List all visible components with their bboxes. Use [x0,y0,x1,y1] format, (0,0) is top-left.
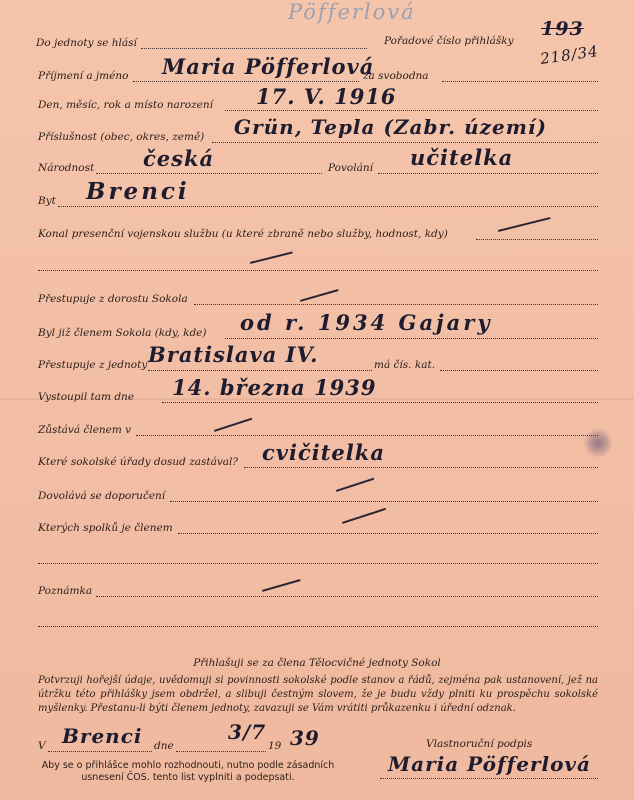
cis-kat-label: má čís. kat. [374,359,436,371]
prestupuje-value: Bratislava IV. [148,342,319,367]
sluzba-label: Konal presenční vojenskou službu (u které zbraně nebo služby, hodnost, kdy) [38,228,448,240]
doporuceni-line [170,501,598,502]
prijmeni-line [133,81,359,82]
footer-note: Aby se o přihlášce mohlo rozhodnouti, nutno podle zásadních usnesení ČOS. tento list vyplniti a podepsati. [41,760,335,783]
vystoupil-value: 14. března 1939 [172,375,377,400]
spolky-label: Kterých spolků je členem [38,522,173,534]
jednota-line [141,48,367,49]
year-prefix: 19 [268,740,282,752]
zustava-line [136,435,598,436]
prislusnost-value: Grün, Tepla (Zabr. území) [234,115,547,139]
place-label: V [38,740,46,752]
year-value: 39 [290,726,320,750]
poznamka-line-2 [38,626,598,627]
sluzba-line-2 [38,270,598,271]
prijmeni-value: Maria Pöfferlová [162,54,375,79]
povolani-label: Povolání [328,162,373,174]
jednota-label: Do jednoty se hlásí [36,37,137,49]
poznamka-line [96,596,598,597]
zustava-dash [214,418,253,432]
prislusnost-label: Příslušnost (obec, okres, země) [38,131,205,143]
sluzba-dash-2 [250,251,293,263]
poradove-label: Pořadové číslo přihlášky [384,35,514,47]
podpis-line [380,778,598,779]
povolani-line [378,173,598,174]
narozeni-label: Den, měsíc, rok a místo narození [38,99,213,111]
prijmeni-label: Příjmení a jméno [38,70,129,82]
narozeni-value: 17. V. 1916 [256,84,397,109]
spolky-dash [342,508,386,524]
cis-kat-line [440,370,598,371]
prislusnost-line [212,142,598,143]
zustava-label: Zůstává členem v [38,424,132,436]
narodnost-label: Národnost [38,162,95,174]
spolky-line [178,533,598,534]
date-value: 3/7 [228,720,267,744]
doporuceni-dash [336,478,375,492]
byt-label: Byt [38,195,56,207]
pencil-name-note: Pöfferlová [288,0,416,24]
urady-value: cvičitelka [262,440,385,465]
narodnost-line [96,173,322,174]
narozeni-line [225,110,598,111]
signature: Maria Pöfferlová [388,752,591,776]
clenem-line [225,338,598,339]
sluzba-dash-1 [498,217,551,232]
svobodna-line [442,81,598,82]
dorost-line [194,304,598,305]
vystoupil-label: Vystoupil tam dne [38,391,135,403]
dorost-dash [300,289,339,302]
sluzba-line-1 [476,239,598,240]
clenem-value: od r. 1934 Gajary [240,310,493,335]
place-value: Brenci [62,724,143,748]
poradove-struck: 193 [541,18,584,40]
prestupuje-label: Přestupuje z jednoty [38,359,148,371]
date-line [176,751,266,752]
poradove-value: 218/34 [539,41,600,69]
povolani-value: učitelka [410,145,514,170]
narodnost-value: česká [143,146,215,171]
podpis-label: Vlastnoruční podpis [426,738,533,750]
declaration-text: Potvrzuji hořejší údaje, uvědomuji si povinnosti sokolské podle stanov a řádů, zejména pak ustanovení, jež na útržku této přihlášky jsem obdržel, a slibuji čestným slovem, že je budu vždy plniti ku prospěchu sokolské myšlenky. Přestanu-li býti členem jednoty, zavazuji se Vám vrátiti průkazenku i úřední odznak. [38,675,598,714]
place-line [48,751,152,752]
svobodna-label: za svobodna [363,70,429,82]
urady-label: Které sokolské úřady dosud zastával? [38,456,239,468]
prestupuje-line [148,370,372,371]
dorost-label: Přestupuje z dorostu Sokola [38,293,188,305]
declaration-heading: Přihlašuji se za člena Tělocvičné jednoty Sokol [193,657,441,669]
date-label: dne [154,740,174,752]
poznamka-dash [262,579,301,592]
vystoupil-line [162,402,598,403]
clenem-label: Byl již členem Sokola (kdy, kde) [38,327,207,339]
poznamka-label: Poznámka [38,585,93,597]
ink-blot [583,428,613,458]
byt-line [58,206,598,207]
doporuceni-label: Dovolává se doporučení [38,490,166,502]
spolky-line-2 [38,563,598,564]
urady-line [244,467,598,468]
byt-value: Brenci [86,178,190,205]
